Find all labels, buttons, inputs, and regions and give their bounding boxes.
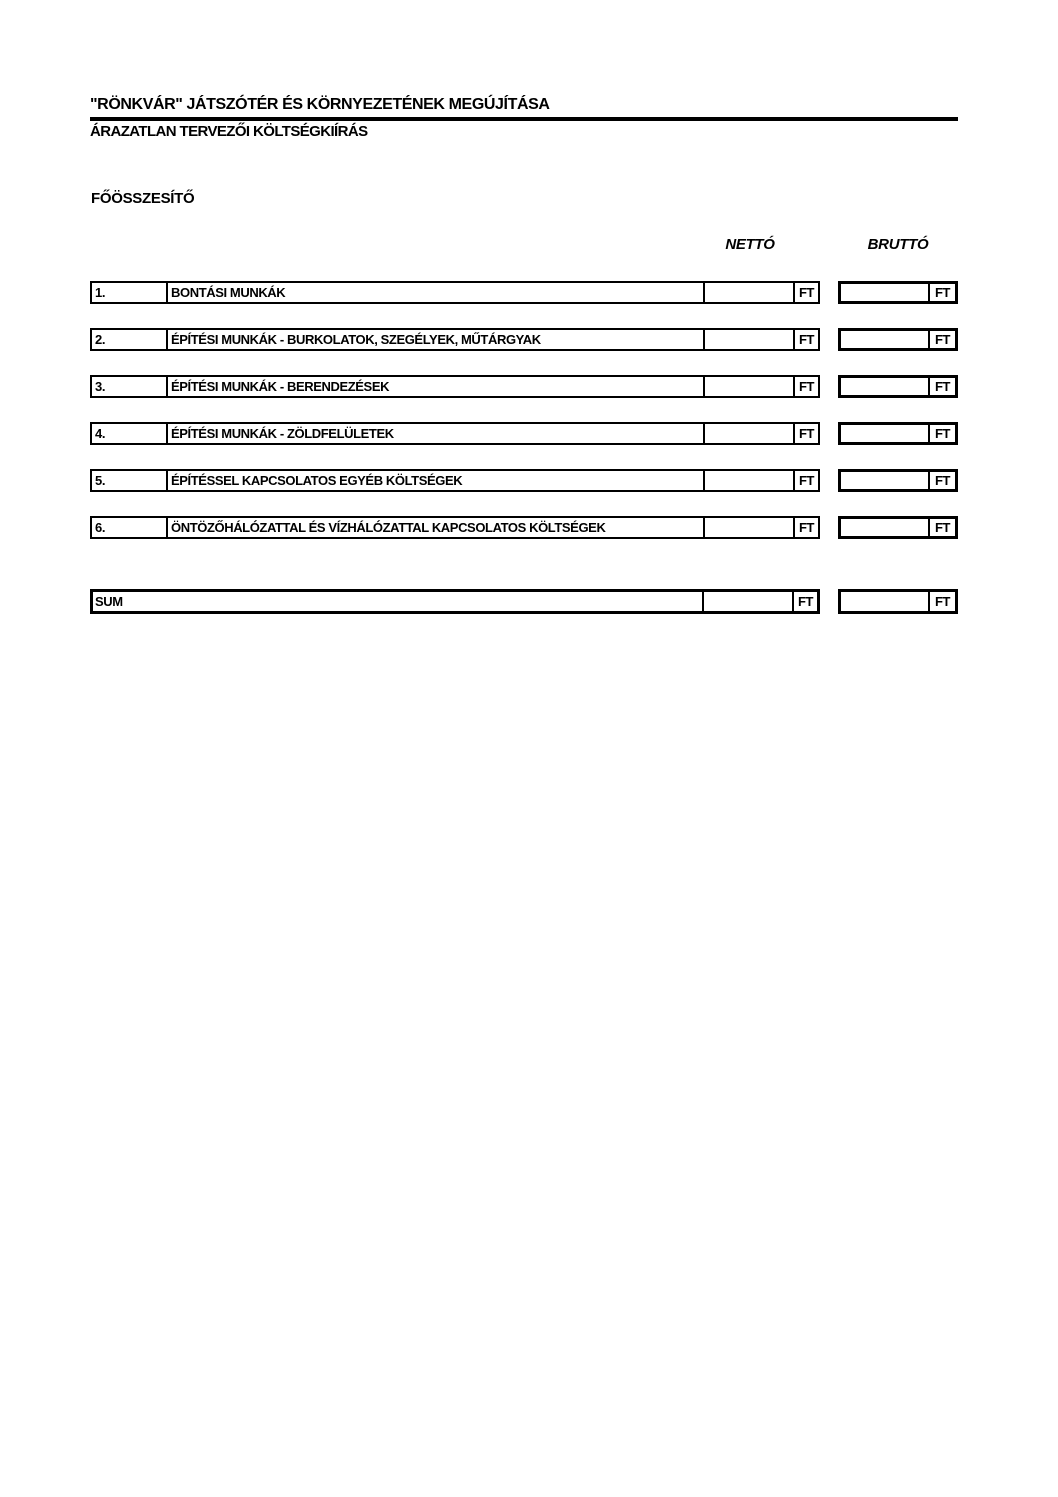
document-title: "RÖNKVÁR" JÁTSZÓTÉR ÉS KÖRNYEZETÉNEK MEGÚJÍTÁSA <box>90 96 550 113</box>
brutto-amount-cell <box>841 378 928 395</box>
row-label-cell: ÉPÍTÉSSEL KAPCSOLATOS EGYÉB KÖLTSÉGEK <box>171 473 463 488</box>
summary-row-6 <box>90 516 958 539</box>
document-subtitle: ÁRAZATLAN TERVEZŐI KÖLTSÉGKIÍRÁS <box>90 123 368 140</box>
row-label-cell: ÉPÍTÉSI MUNKÁK - ZÖLDFELÜLETEK <box>171 426 394 441</box>
row-number-cell: 3. <box>92 377 168 396</box>
summary-row-1 <box>90 281 958 304</box>
brutto-amount-cell <box>841 472 928 489</box>
brutto-unit-label: FT <box>928 331 955 348</box>
row-number-cell: 4. <box>92 424 168 443</box>
row-number-cell: 6. <box>92 518 168 537</box>
netto-unit-label: FT <box>793 424 818 443</box>
row-number-cell: 5. <box>92 471 168 490</box>
summary-row-2 <box>90 328 958 351</box>
row-brutto-box <box>838 281 958 304</box>
netto-amount-cell <box>703 330 793 349</box>
row-number-cell: 1. <box>92 283 168 302</box>
brutto-unit-label: FT <box>928 378 955 395</box>
netto-unit-label: FT <box>793 330 818 349</box>
row-brutto-box <box>838 422 958 445</box>
row-number-cell: 2. <box>92 330 168 349</box>
netto-unit-label: FT <box>793 518 818 537</box>
row-main-box <box>90 281 820 304</box>
sum-brutto-box <box>838 589 958 614</box>
row-main-box <box>90 516 820 539</box>
netto-amount-cell <box>703 518 793 537</box>
row-label-cell: ÖNTÖZŐHÁLÓZATTAL ÉS VÍZHÁLÓZATTAL KAPCSOLATOS KÖLTSÉGEK <box>171 520 606 535</box>
sum-row <box>90 589 958 612</box>
row-label-cell: ÉPÍTÉSI MUNKÁK - BERENDEZÉSEK <box>171 379 390 394</box>
brutto-unit-label: FT <box>928 284 955 301</box>
summary-row-3 <box>90 375 958 398</box>
netto-unit-label: FT <box>793 377 818 396</box>
brutto-amount-cell <box>841 425 928 442</box>
brutto-unit-label: FT <box>928 472 955 489</box>
column-header-brutto: BRUTTÓ <box>867 236 929 253</box>
netto-amount-cell <box>703 424 793 443</box>
row-main-box <box>90 328 820 351</box>
netto-amount-cell <box>703 471 793 490</box>
row-brutto-box <box>838 469 958 492</box>
row-main-box <box>90 469 820 492</box>
row-brutto-box <box>838 328 958 351</box>
row-main-box <box>90 375 820 398</box>
netto-amount-cell <box>703 283 793 302</box>
sum-brutto-unit-label: FT <box>928 592 955 611</box>
section-heading: FŐÖSSZESÍTŐ <box>91 190 195 207</box>
netto-unit-label: FT <box>793 471 818 490</box>
column-header-netto: NETTÓ <box>725 236 775 253</box>
summary-row-4 <box>90 422 958 445</box>
netto-amount-cell <box>703 377 793 396</box>
sum-main-box <box>90 589 820 614</box>
sum-label-cell: SUM <box>95 594 123 609</box>
sum-netto-amount-cell <box>702 592 792 611</box>
brutto-amount-cell <box>841 519 928 536</box>
row-brutto-box <box>838 375 958 398</box>
row-label-cell: ÉPÍTÉSI MUNKÁK - BURKOLATOK, SZEGÉLYEK, MŰTÁRGYAK <box>171 332 541 347</box>
row-brutto-box <box>838 516 958 539</box>
brutto-unit-label: FT <box>928 425 955 442</box>
brutto-amount-cell <box>841 284 928 301</box>
netto-unit-label: FT <box>793 283 818 302</box>
title-underline-rule <box>90 117 958 121</box>
summary-row-5 <box>90 469 958 492</box>
row-label-cell: BONTÁSI MUNKÁK <box>171 285 286 300</box>
row-main-box <box>90 422 820 445</box>
sum-netto-unit-label: FT <box>792 592 817 611</box>
sum-brutto-amount-cell <box>841 592 928 611</box>
brutto-amount-cell <box>841 331 928 348</box>
brutto-unit-label: FT <box>928 519 955 536</box>
